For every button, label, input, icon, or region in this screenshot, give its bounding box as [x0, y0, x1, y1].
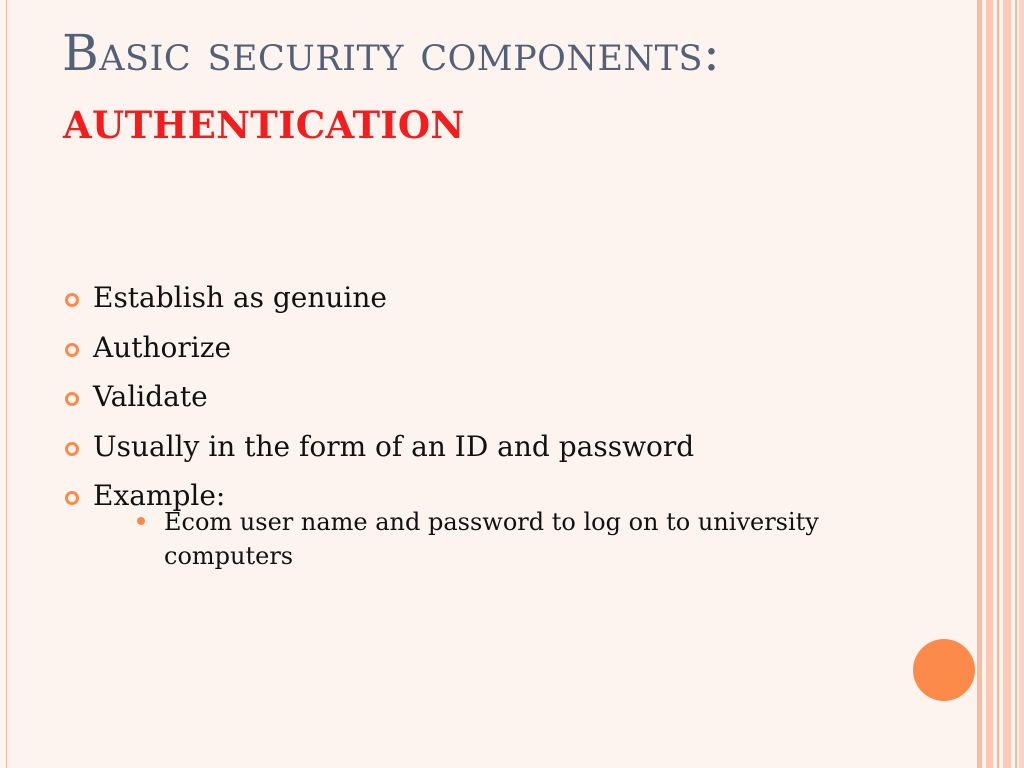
slide-subtitle: AUTHENTICATION	[63, 103, 465, 147]
bullet-item	[62, 431, 902, 463]
ring-bullet-icon	[65, 442, 79, 456]
bullet-item	[62, 282, 902, 314]
bullet-item	[62, 381, 902, 413]
bullet-text: Authorize	[93, 330, 232, 364]
stripe	[1015, 0, 1017, 768]
orange-circle-decoration	[913, 639, 975, 701]
stripe	[986, 0, 993, 768]
ring-bullet-icon	[65, 392, 79, 406]
bullet-item	[62, 332, 902, 364]
sub-bullet-list	[93, 505, 902, 573]
bullet-text: Establish as genuine	[93, 281, 387, 314]
ring-bullet-icon	[65, 343, 79, 357]
stripe	[978, 0, 982, 768]
bullet-list	[62, 282, 902, 591]
bullet-item	[62, 480, 902, 573]
stripe	[997, 0, 999, 768]
slide-title: Basic security components:	[62, 24, 721, 82]
bullet-text: Example:	[93, 479, 226, 512]
right-edge-stripes	[978, 0, 1024, 768]
sub-bullet-text: Ecom user name and password to log on to university computers	[164, 508, 819, 570]
sub-bullet-item	[93, 505, 902, 573]
ring-bullet-icon	[65, 491, 79, 505]
bullet-text: Validate	[93, 380, 208, 413]
bullet-text: Usually in the form of an ID and password	[93, 429, 695, 463]
stripe	[1003, 0, 1011, 768]
dot-bullet-icon	[137, 517, 145, 525]
stripe	[1019, 0, 1024, 768]
ring-bullet-icon	[65, 293, 79, 307]
